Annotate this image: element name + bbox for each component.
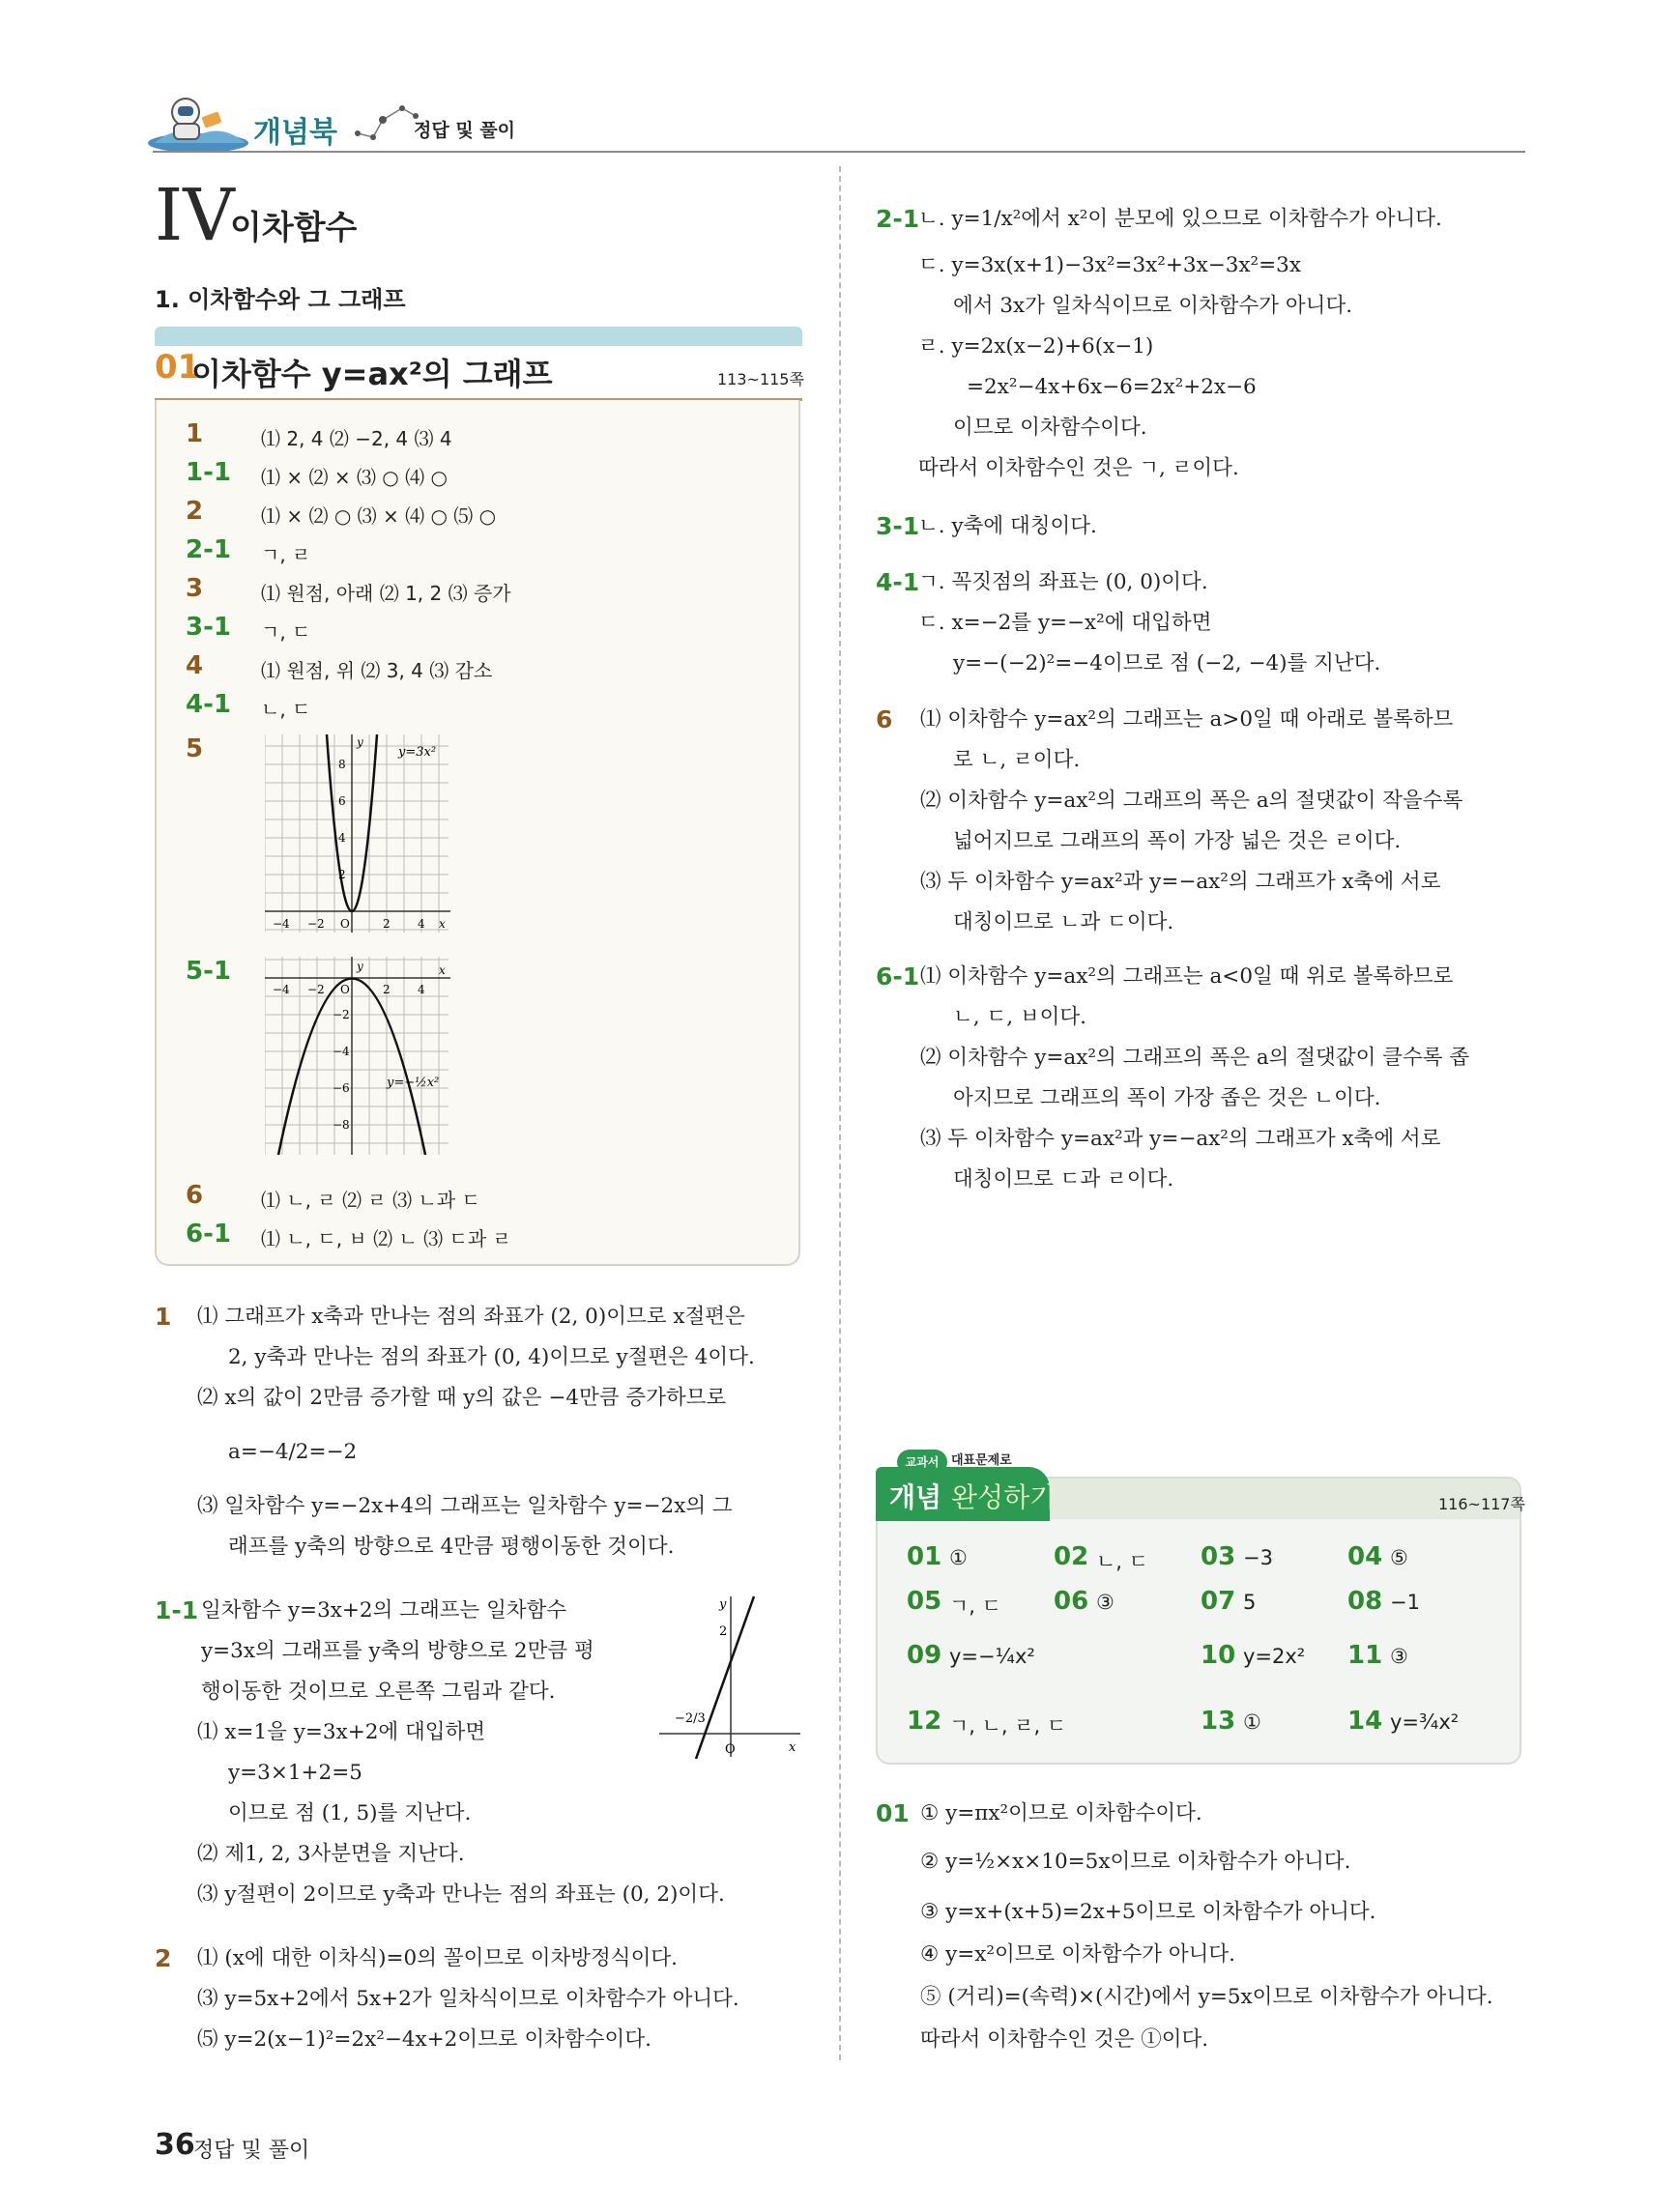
explanation-line: 넓어지므로 그래프의 폭이 가장 넓은 것은 ㄹ이다.: [953, 829, 1402, 853]
summary-item-number: 04: [1347, 1542, 1383, 1571]
summary-item-number: 06: [1054, 1587, 1089, 1616]
explanation-label: 6-1: [876, 962, 920, 991]
graph5-x-tick: 2: [383, 917, 391, 931]
explanation-line: y=3x의 그래프를 y축의 방향으로 2만큼 평: [201, 1639, 594, 1663]
explanation-label: 4-1: [876, 568, 920, 596]
explanation-label: 01: [876, 1799, 910, 1827]
explanation-line: 에서 3x가 일차식이므로 이차함수가 아니다.: [953, 294, 1353, 318]
explanation-line: ⑴ (x에 대한 이차식)=0의 꼴이므로 이차방정식이다.: [197, 1946, 678, 1970]
explanation-line: =2x²−4x+6x−6=2x²+2x−6: [967, 375, 1257, 399]
explanation-line: 래프를 y축의 방향으로 4만큼 평행이동한 것이다.: [228, 1535, 675, 1559]
explanation-line: ⑸ y=2(x−1)²=2x²−4x+2이므로 이차함수이다.: [197, 2027, 651, 2052]
graph51-x-tick: −4: [273, 983, 290, 996]
explanation-line: 아지므로 그래프의 폭이 가장 좁은 것은 ㄴ이다.: [953, 1086, 1381, 1110]
explanation-line: y=3×1+2=5: [228, 1761, 362, 1785]
explanation-line: 따라서 이차함수인 것은 ㄱ, ㄹ이다.: [918, 456, 1239, 480]
topic-banner-bar: [155, 327, 802, 346]
summary-item-value: y=2x²: [1243, 1645, 1306, 1668]
explanation-line: ⑵ x의 값이 2만큼 증가할 때 y의 값은 −4만큼 증가하므로: [197, 1386, 727, 1410]
summary-pages: 116~117쪽: [1438, 1495, 1525, 1513]
explanation-label: 3-1: [876, 512, 920, 540]
answer-label: 1: [186, 419, 204, 448]
explanation-line: ㄷ. y=3x(x+1)−3x²=3x²+3x−3x²=3x: [918, 253, 1301, 277]
graph11-x-axis: x: [789, 1740, 796, 1755]
summary-item-value: ③: [1390, 1645, 1408, 1668]
explanation-line: ① y=πx²이므로 이차함수이다.: [920, 1801, 1202, 1825]
graph5-x-tick: −2: [307, 917, 325, 931]
graph11-y-axis: y: [719, 1597, 727, 1612]
explanation-line: ㄱ. 꼭짓점의 좌표는 (0, 0)이다.: [918, 570, 1208, 594]
summary-item-number: 02: [1054, 1542, 1089, 1571]
explanation-label: 6: [876, 705, 893, 733]
graph51-y-axis: y: [357, 960, 363, 973]
explanation-line: ⑶ 두 이차함수 y=ax²과 y=−ax²의 그래프가 x축에 서로: [920, 1127, 1441, 1151]
graph51-y-tick: −8: [333, 1118, 350, 1132]
explanation-line: ⑴ 이차함수 y=ax²의 그래프는 a<0일 때 위로 볼록하므로: [920, 964, 1454, 989]
summary-item-value: ㄴ, ㄷ: [1096, 1550, 1148, 1573]
explanation-line: ④ y=x²이므로 이차함수가 아니다.: [920, 1942, 1235, 1967]
column-divider: [839, 166, 841, 2060]
graph51-y-tick: −2: [333, 1008, 350, 1021]
explanation-line: 행이동한 것이므로 오른쪽 그림과 같다.: [201, 1680, 556, 1704]
summary-item-value: ①: [1243, 1710, 1261, 1734]
graph51-x-tick: −2: [307, 983, 325, 996]
graph5-x-tick: −4: [273, 917, 290, 931]
explanation-line: ⑵ 이차함수 y=ax²의 그래프의 폭은 a의 절댓값이 작을수록: [920, 789, 1463, 813]
summary-item-value: y=¾x²: [1390, 1710, 1460, 1734]
summary-item-value: −3: [1243, 1546, 1273, 1569]
graph5-func-label: y=3x²: [398, 745, 437, 760]
graph51-x-axis: x: [439, 963, 446, 977]
explanation-line: 이므로 이차함수이다.: [953, 416, 1147, 440]
graph5-y-tick: 6: [338, 794, 346, 808]
graph-y-3x-plus-2: [657, 1594, 802, 1759]
answer-value: ⑴ ㄴ, ㄹ ⑵ ㄹ ⑶ ㄴ과 ㄷ: [261, 1189, 480, 1212]
explanation-line: ㄷ. x=−2를 y=−x²에 대입하면: [918, 611, 1212, 635]
answer-value: ⑴ 2, 4 ⑵ −2, 4 ⑶ 4: [261, 427, 452, 450]
summary-item-value: ①: [949, 1546, 968, 1569]
chapter-number: IV: [155, 174, 235, 257]
graph51-y-tick: −6: [333, 1081, 350, 1095]
astronaut-mascot-icon: [145, 87, 251, 153]
answer-value: ㄴ, ㄷ: [261, 698, 311, 721]
answer-label: 3: [186, 574, 204, 603]
answer-box: [155, 400, 800, 1266]
topic-title: 이차함수 y=ax²의 그래프: [191, 356, 553, 392]
graph5-y-tick: 2: [338, 868, 346, 881]
explanation-line: ㄴ, ㄷ, ㅂ이다.: [953, 1005, 1087, 1029]
graph51-x-tick: 4: [418, 983, 425, 996]
explanation-line: ⑵ 제1, 2, 3사분면을 지난다.: [197, 1842, 465, 1866]
footer-text: 정답 및 풀이: [193, 2139, 310, 2163]
graph51-func-label: y=−½x²: [387, 1076, 440, 1090]
explanation-line: ㄴ. y축에 대칭이다.: [918, 514, 1097, 538]
explanation-line: ⑶ 두 이차함수 y=ax²과 y=−ax²의 그래프가 x축에 서로: [920, 870, 1441, 894]
answer-label: 6: [186, 1181, 204, 1210]
answer-label: 2-1: [186, 535, 231, 564]
summary-item-number: 05: [907, 1587, 942, 1616]
explanation-line: 이므로 점 (1, 5)를 지난다.: [228, 1801, 472, 1825]
explanation-line: 대칭이므로 ㄷ과 ㄹ이다.: [953, 1167, 1174, 1192]
summary-title-a: 개념: [889, 1481, 942, 1513]
summary-item-value: ③: [1096, 1591, 1115, 1614]
topic-number: 01: [155, 348, 201, 387]
explanation-line: ⑤ (거리)=(속력)×(시간)에서 y=5x이므로 이차함수가 아니다.: [920, 1985, 1493, 2009]
graph5-x-axis: x: [439, 917, 446, 931]
answer-value: ⑴ × ⑵ × ⑶ ○ ⑷ ○: [261, 466, 448, 489]
summary-item-number: 01: [907, 1542, 942, 1571]
explanation-line: 대칭이므로 ㄴ과 ㄷ이다.: [953, 910, 1174, 934]
graph5-x-tick: O: [340, 917, 350, 931]
textbook-badge: 교과서: [897, 1450, 947, 1475]
answer-label: 3-1: [186, 613, 231, 642]
explanation-line: ⑶ 일차함수 y=−2x+4의 그래프는 일차함수 y=−2x의 그: [197, 1494, 733, 1518]
graph5-x-tick: 4: [418, 917, 425, 931]
summary-title-b: 완성하기: [951, 1481, 1057, 1513]
graph11-y-tick: 2: [719, 1624, 728, 1639]
graph51-x-tick: 2: [383, 983, 391, 996]
summary-item-number: 13: [1201, 1707, 1236, 1736]
page-number: 36: [155, 2128, 195, 2162]
summary-item-value: ⑤: [1390, 1546, 1408, 1569]
explanation-line: ⑴ 그래프가 x축과 만나는 점의 좌표가 (2, 0)이므로 x절편은: [197, 1305, 745, 1329]
answer-value: ⑴ ㄴ, ㄷ, ㅂ ⑵ ㄴ ⑶ ㄷ과 ㄹ: [261, 1227, 511, 1250]
summary-item-value: ㄱ, ㄴ, ㄹ, ㄷ: [949, 1714, 1067, 1738]
book-title: 개념북: [253, 116, 337, 150]
explanation-line: 따라서 이차함수인 것은 ①이다.: [920, 2027, 1209, 2052]
explanation-line: ⑴ x=1을 y=3x+2에 대입하면: [197, 1720, 486, 1744]
answer-label: 5: [186, 734, 204, 763]
explanation-line: 일차함수 y=3x+2의 그래프는 일차함수: [201, 1598, 567, 1623]
explanation-label: 1: [155, 1303, 172, 1331]
graph5-y-axis: y: [357, 735, 363, 749]
explanation-label: 2: [155, 1944, 172, 1972]
explanation-line: ㄴ. y=1/x²에서 x²이 분모에 있으므로 이차함수가 아니다.: [918, 207, 1442, 231]
explanation-line: 로 ㄴ, ㄹ이다.: [953, 748, 1081, 772]
answer-value: ㄱ, ㄷ: [261, 620, 311, 644]
summary-item-value: y=−¼x²: [949, 1645, 1035, 1668]
answer-label: 4: [186, 651, 204, 680]
explanation-line: ⑴ 이차함수 y=ax²의 그래프는 a>0일 때 아래로 볼록하므: [920, 707, 1454, 732]
summary-item-number: 10: [1201, 1641, 1236, 1670]
answer-label: 4-1: [186, 690, 231, 719]
explanation-label: 2-1: [876, 205, 920, 233]
explanation-line: ㄹ. y=2x(x−2)+6(x−1): [918, 334, 1154, 359]
answer-value: ⑴ 원점, 위 ⑵ 3, 4 ⑶ 감소: [261, 659, 493, 682]
graph11-origin: O: [725, 1742, 736, 1757]
explanation-line: ⑶ y절편이 2이므로 y축과 만나는 점의 좌표는 (0, 2)이다.: [197, 1882, 725, 1907]
section-title: 1. 이차함수와 그 그래프: [155, 286, 406, 313]
graph11-x-tick: −2/3: [675, 1711, 706, 1726]
answer-value: ㄱ, ㄹ: [261, 543, 311, 566]
graph-y-neg-half-x2: [265, 957, 458, 1160]
summary-item-value: 5: [1243, 1591, 1257, 1614]
answer-label: 2: [186, 497, 204, 526]
constellation-icon: [354, 99, 421, 145]
answer-label: 6-1: [186, 1220, 231, 1249]
graph5-y-tick: 4: [338, 831, 346, 845]
explanation-line: ⑵ 이차함수 y=ax²의 그래프의 폭은 a의 절댓값이 클수록 좁: [920, 1046, 1470, 1070]
explanation-line: ⑶ y=5x+2에서 5x+2가 일차식이므로 이차함수가 아니다.: [197, 1987, 739, 2011]
explanation-line: ③ y=x+(x+5)=2x+5이므로 이차함수가 아니다.: [920, 1900, 1376, 1924]
summary-item-number: 11: [1347, 1641, 1383, 1670]
topic-pages: 113~115쪽: [717, 370, 804, 388]
chapter-title: 이차함수: [230, 209, 358, 247]
summary-item-number: 09: [907, 1641, 942, 1670]
header-divider: [153, 151, 1525, 153]
summary-item-number: 14: [1347, 1707, 1383, 1736]
summary-badge-note: 대표문제로: [951, 1453, 1012, 1468]
explanation-line: y=−(−2)²=−4이므로 점 (−2, −4)를 지난다.: [953, 651, 1381, 675]
graph51-y-tick: −4: [333, 1045, 350, 1058]
answer-value: ⑴ × ⑵ ○ ⑶ × ⑷ ○ ⑸ ○: [261, 504, 497, 528]
graph-y-3x2: [265, 734, 458, 937]
answer-label: 1-1: [186, 458, 231, 487]
summary-item-value: ㄱ, ㄷ: [949, 1594, 1001, 1618]
answer-value: ⑴ 원점, 아래 ⑵ 1, 2 ⑶ 증가: [261, 582, 511, 605]
summary-item-number: 08: [1347, 1587, 1383, 1616]
graph5-y-tick: 8: [338, 758, 346, 771]
explanation-label: 1-1: [155, 1596, 199, 1624]
explanation-line: a=−4/2=−2: [228, 1440, 358, 1464]
summary-item-number: 03: [1201, 1542, 1236, 1571]
book-subtitle: 정답 및 풀이: [414, 120, 515, 141]
graph51-x-tick: O: [340, 983, 350, 996]
summary-item-number: 12: [907, 1707, 942, 1736]
summary-item-number: 07: [1201, 1587, 1236, 1616]
answer-label: 5-1: [186, 957, 231, 986]
explanation-line: 2, y축과 만나는 점의 좌표가 (0, 4)이므로 y절편은 4이다.: [228, 1345, 755, 1369]
summary-item-value: −1: [1390, 1591, 1420, 1614]
explanation-line: ② y=½×x×10=5x이므로 이차함수가 아니다.: [920, 1850, 1351, 1874]
